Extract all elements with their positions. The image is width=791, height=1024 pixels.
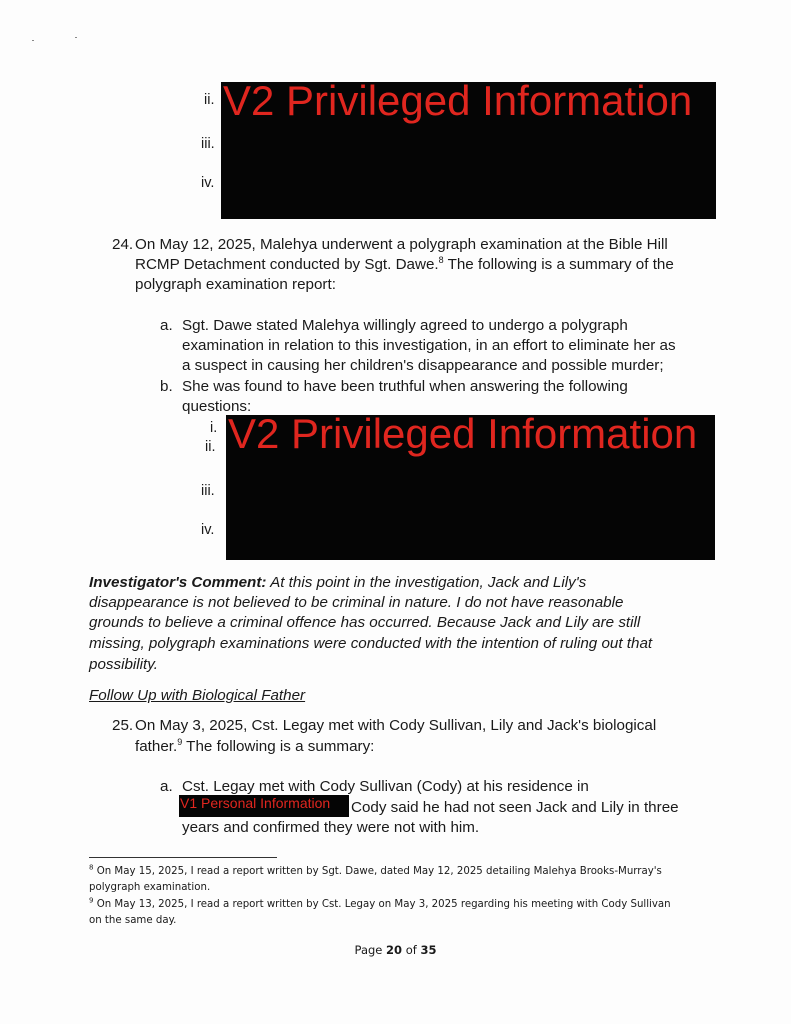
redaction-box xyxy=(221,77,716,219)
paragraph-text: On May 12, 2025, Malehya underwent a polygraph examination at the Bible Hill xyxy=(135,236,668,253)
footnote-marker: 9 xyxy=(89,896,94,905)
footnote xyxy=(89,897,671,914)
redaction-box xyxy=(179,795,349,817)
footnote: on the same day. xyxy=(89,915,177,926)
footnote xyxy=(89,864,662,881)
list-marker: a. xyxy=(160,317,173,334)
text-span: On May 15, 2025, I read a report written by Sgt. Dawe, dated May 12, 2025 detailing Malehya Brooks-Murray's xyxy=(96,866,662,877)
text-span: On May 13, 2025, I read a report written by Cst. Legay on May 3, 2025 regarding his meeting with Cody Sullivan xyxy=(96,899,671,910)
list-marker: i. xyxy=(210,420,218,436)
list-item-text: She was found to have been truthful when answering the following xyxy=(182,378,628,395)
text-span: The following is a summary of the xyxy=(443,256,674,273)
list-item-text: Cst. Legay met with Cody Sullivan (Cody) at his residence in xyxy=(182,778,589,795)
paragraph-number: 24. xyxy=(112,236,134,253)
footnote-ref: 9 xyxy=(177,736,183,747)
page-footer xyxy=(0,943,791,957)
comment-label: Investigator's Comment: xyxy=(89,574,267,591)
text-span: The following is a summary: xyxy=(182,738,375,755)
list-marker: b. xyxy=(160,378,173,395)
scan-speck xyxy=(75,37,77,38)
redaction-label: V2 Privileged Information xyxy=(223,77,693,124)
list-marker: a. xyxy=(160,778,173,795)
text-span: father. xyxy=(135,738,178,755)
text-span: Page xyxy=(354,943,387,957)
redaction-box xyxy=(226,410,715,560)
text-span: At this point in the investigation, Jack and Lily's xyxy=(266,574,587,591)
paragraph-text xyxy=(135,737,374,758)
list-marker: iv. xyxy=(201,522,215,538)
list-marker: iv. xyxy=(201,175,215,191)
list-item-text: a suspect in causing her children's disappearance and possible murder; xyxy=(182,357,664,374)
paragraph-text: polygraph examination report: xyxy=(135,276,336,293)
page-number: 20 xyxy=(386,943,403,957)
page-total: 35 xyxy=(420,943,437,957)
paragraph-text: On May 3, 2025, Cst. Legay met with Cody Sullivan, Lily and Jack's biological xyxy=(135,717,657,734)
list-item-text: years and confirmed they were not with him. xyxy=(182,819,480,836)
comment-line: missing, polygraph examinations were conducted with the intention of ruling out that xyxy=(89,635,653,652)
comment-line: grounds to believe a criminal offence has occurred. Because Jack and Lily are still xyxy=(89,614,641,631)
list-marker: ii. xyxy=(204,92,215,108)
list-marker: ii. xyxy=(205,439,216,455)
footnote-separator xyxy=(89,857,277,858)
list-item-text: questions: xyxy=(182,398,252,415)
footnote-marker: 8 xyxy=(89,863,94,872)
list-item-text: Cody said he had not seen Jack and Lily in three xyxy=(351,799,679,816)
comment-line: possibility. xyxy=(89,656,158,673)
footnote: polygraph examination. xyxy=(89,882,211,893)
redaction-label: V2 Privileged Information xyxy=(228,410,698,457)
comment-line xyxy=(89,573,586,594)
scan-speck xyxy=(32,40,34,41)
list-item-text: Sgt. Dawe stated Malehya willingly agreed to undergo a polygraph xyxy=(182,317,628,334)
redaction-label: V1 Personal Information xyxy=(180,795,331,811)
list-marker: iii. xyxy=(201,136,215,152)
footnote-ref: 8 xyxy=(438,254,444,265)
list-item-text: examination in relation to this investigation, in an effort to eliminate her as xyxy=(182,337,676,354)
comment-line: disappearance is not believed to be criminal in nature. I do not have reasonable xyxy=(89,594,624,611)
list-marker: iii. xyxy=(201,483,215,499)
text-span: RCMP Detachment conducted by Sgt. Dawe. xyxy=(135,256,439,273)
section-heading: Follow Up with Biological Father xyxy=(89,687,306,704)
paragraph-number: 25. xyxy=(112,717,134,734)
paragraph-text xyxy=(135,255,674,276)
text-span: of xyxy=(402,943,421,957)
